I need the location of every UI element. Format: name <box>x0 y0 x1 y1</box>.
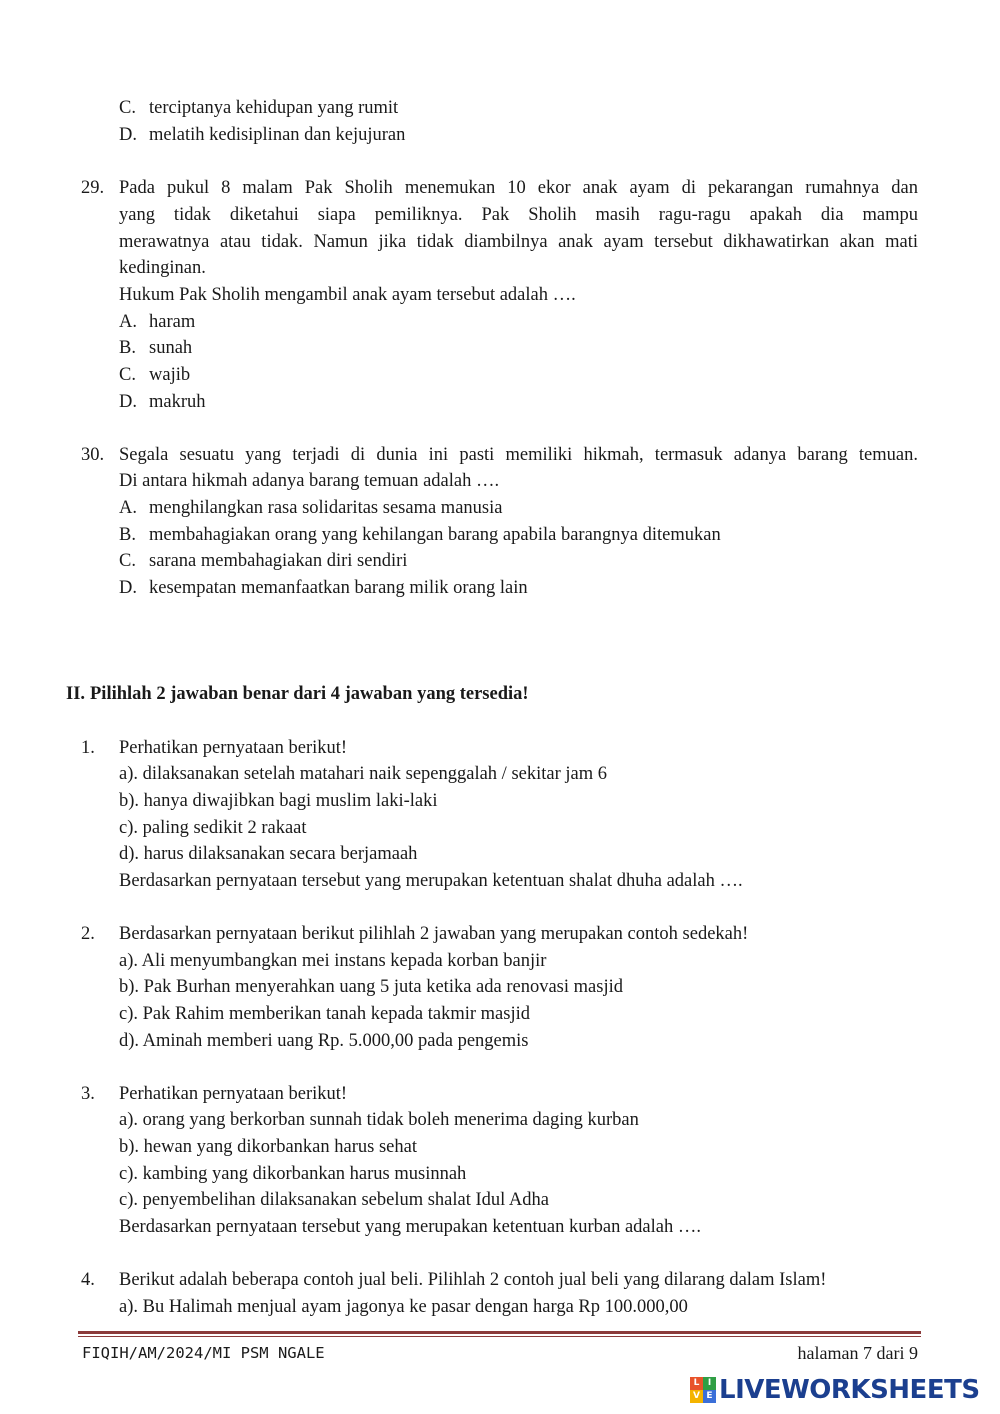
section-heading <box>66 682 529 706</box>
footer-document-code: FIQIH/AM/2024/MI PSM NGALE <box>82 1344 325 1362</box>
footer-rule-thick <box>78 1331 921 1334</box>
footer-rule-thin <box>78 1336 921 1337</box>
worksheet-page: C. terciptanya kehidupan yang rumit D. melatih kedisiplinan dan kejujuran 29. Pada pukul 8 malam Pak Sholih menemukan 10 ekor anak ayam di pekarangan rumahnya dan yang tidak diketahui siapa pemiliknya. Pak Sholih masih ragu-ragu apakah dia mampu merawatnya atau tidak. Namun jika tidak diambilnya anak ayam tersebut dikhawatirkan akan mati kedinginan. Hukum Pak Sholih mengambil anak ayam tersebut adalah …. A. haram B. sunah C. wajib D. makruh 30. Segala sesuatu yang terjadi di dunia ini pasti memiliki hikmah, termasuk adanya barang temuan. Di antara hikmah adanya barang temuan adalah …. A. menghilangkan rasa solidaritas sesama manusia B. membahagiakan orang yang kehilangan barang apabila barangnya ditemukan C. sarana membahagiakan diri sendiri D. kesempatan memanfaatkan barang milik orang lain II. Pilihlah 2 jawaban benar dari 4 jawaban yang tersedia! 1. Perhatikan pernyataan berikut! a). dilaksanakan setelah matahari naik sepenggalah / sekitar jam 6 b). hanya diwajibkan bagi muslim laki-laki c). paling sedikit 2 rakaat d). harus dilaksanakan secara berjamaah Berdasarkan pernyataan tersebut yang merupakan ketentuan shalat dhuha adalah …. 2. Berdasarkan pernyataan berikut pilihlah 2 jawaban yang merupakan contoh sedekah! a). Ali menyumbangkan mei instans kepada korban banjir b). Pak Burhan menyerahkan uang 5 juta ketika ada renovasi masjid c). Pak Rahim memberikan tanah kepada takmir masjid d). Aminah memberi uang Rp. 5.000,00 pada pengemis 3. Perhatikan pernyataan berikut! a). orang yang berkorban sunnah tidak boleh menerima daging kurban b). hewan yang dikorbankan harus sehat c). kambing yang dikorbankan harus musinnah c). penyembelihan dilaksanakan sebelum shalat Idul Adha Berdasarkan pernyataan tersebut yang merupakan ketentuan kurban adalah …. 4. Berikut adalah beberapa contoh jual beli. Pilihlah 2 contoh jual beli yang dilarang dalam Islam! a). Bu Halimah menjual ayam jagonya ke pasar dengan harga Rp 100.000,00 FIQIH/AM/2024/MI PSM NGALE halaman 7 dari 9 L I V E LIVEWORKSHEETS <box>66 98 980 1405</box>
logo-tile-v: V <box>690 1390 703 1403</box>
liveworksheets-wordmark: LIVEWORKSHEETS <box>719 1375 980 1405</box>
section-roman: II. <box>66 684 86 704</box>
footer-page-number: halaman 7 dari 9 <box>797 1343 918 1363</box>
logo-tile-l: L <box>690 1377 703 1390</box>
liveworksheets-logo-icon <box>690 1377 716 1403</box>
q30-number: 30. <box>81 445 105 465</box>
liveworksheets-watermark <box>690 1373 980 1407</box>
section-title: Pilihlah 2 jawaban benar dari 4 jawaban yang tersedia! <box>90 684 529 704</box>
logo-tile-i: I <box>703 1377 716 1390</box>
q29-number: 29. <box>81 178 105 198</box>
logo-tile-e: E <box>703 1390 716 1403</box>
